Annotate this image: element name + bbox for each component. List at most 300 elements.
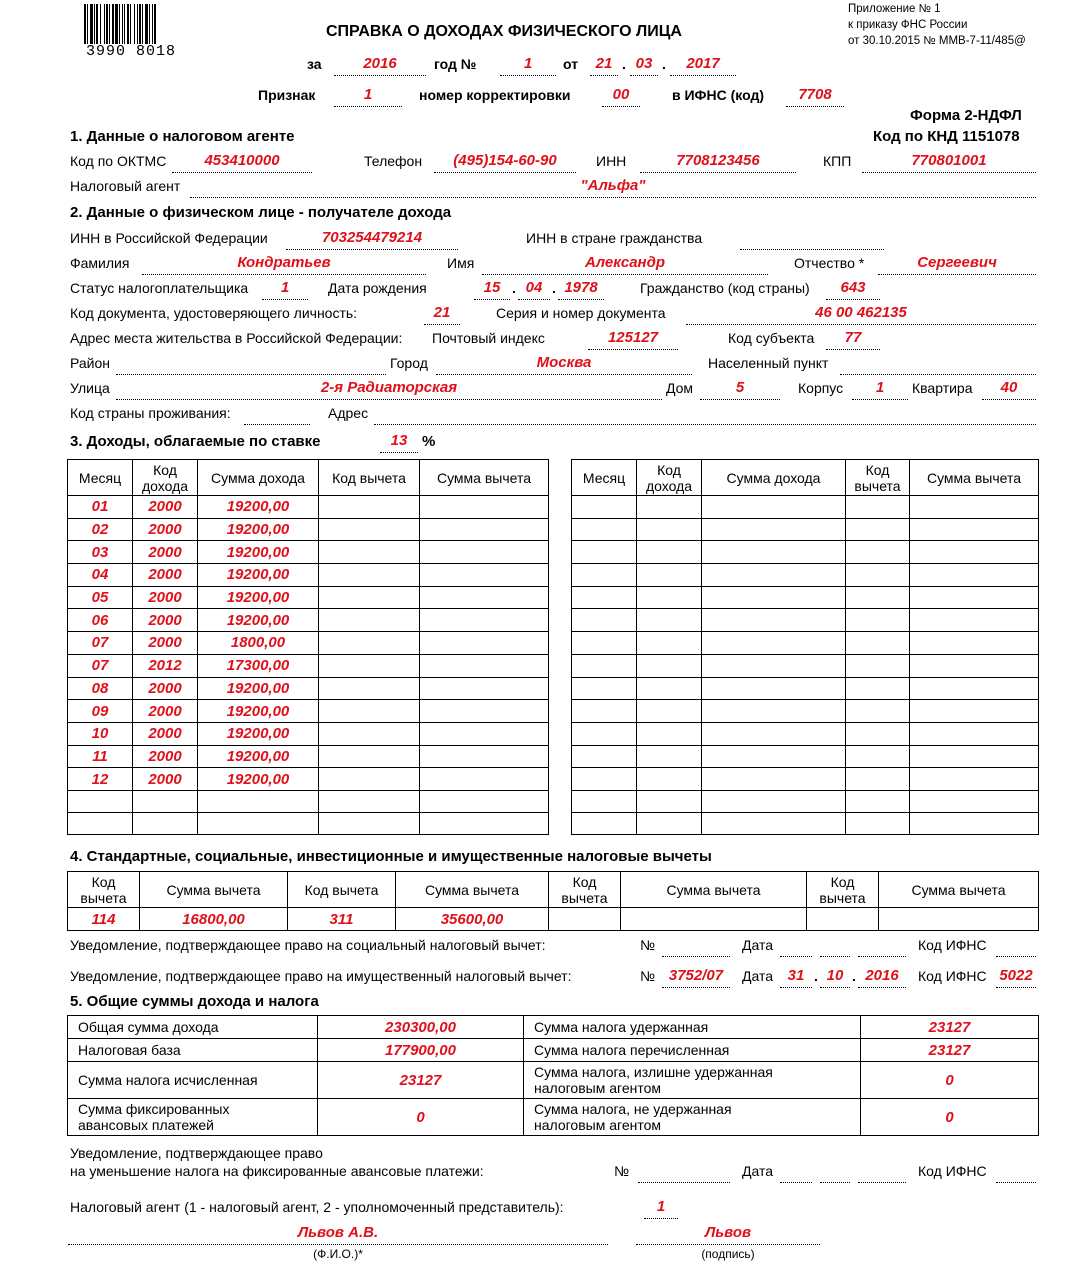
totals-table <box>67 1015 1039 1136</box>
notice-property-ifns[interactable]: 5022 <box>999 967 1033 984</box>
month-cell[interactable] <box>572 541 637 564</box>
deduction-code-cell[interactable] <box>319 632 420 655</box>
month-cell[interactable] <box>68 790 133 812</box>
fixed-payments-label <box>68 1099 318 1136</box>
income-sum-cell[interactable]: 17300,00 <box>198 654 319 677</box>
deduction-code-cell[interactable] <box>549 908 621 931</box>
table-row <box>68 632 549 655</box>
notice-property-no[interactable]: 3752/07 <box>668 967 724 984</box>
name-label: Имя <box>447 255 475 271</box>
deduction-sum-cell[interactable] <box>910 677 1039 700</box>
month-cell[interactable]: 07 <box>68 654 133 677</box>
barcode-number: 3990 8018 <box>86 43 177 60</box>
income-code-cell[interactable]: 2000 <box>133 745 198 768</box>
income-sum-cell[interactable]: 19200,00 <box>198 677 319 700</box>
income-code-cell[interactable] <box>637 632 702 655</box>
month-cell[interactable]: 07 <box>68 632 133 655</box>
table-row <box>68 812 549 834</box>
table-row <box>68 496 549 519</box>
col-deduction-code: Код вычета <box>68 872 140 908</box>
income-sum-cell[interactable] <box>702 812 846 834</box>
date-month[interactable]: 03 <box>635 55 653 72</box>
doc-code-label: Код документа, удостоверяющего личность: <box>70 305 358 321</box>
notice-social-ifns-label: Код ИФНС <box>918 937 987 953</box>
deduction-sum-cell[interactable] <box>910 654 1039 677</box>
notice-property-date-label: Дата <box>742 968 774 984</box>
income-sum-cell[interactable] <box>702 700 846 723</box>
deduction-code-cell[interactable] <box>846 609 910 632</box>
deduction-sum-cell[interactable] <box>910 768 1039 791</box>
deduction-sum-cell[interactable] <box>910 812 1039 834</box>
god-label: год № <box>434 56 477 72</box>
tax-base-value[interactable]: 177900,00 <box>318 1039 524 1062</box>
table-row <box>572 677 1039 700</box>
name-field[interactable]: Александр <box>584 254 666 271</box>
month-cell[interactable] <box>572 722 637 745</box>
table-row <box>572 700 1039 723</box>
table-row <box>572 812 1039 834</box>
col-deduction-sum: Сумма вычета <box>420 460 549 496</box>
deduction-sum-cell[interactable] <box>910 541 1039 564</box>
col-month: Месяц <box>68 460 133 496</box>
deduction-code-cell[interactable] <box>846 700 910 723</box>
month-cell[interactable] <box>572 632 637 655</box>
income-code-cell[interactable]: 2000 <box>133 564 198 587</box>
table-row <box>572 518 1039 541</box>
income-code-cell[interactable]: 2000 <box>133 722 198 745</box>
appendix-line2: к приказу ФНС России <box>848 19 968 31</box>
deduction-sum-cell[interactable]: 16800,00 <box>140 908 288 931</box>
notice-social-label: Уведомление, подтверждающее право на социальный налоговый вычет: <box>70 937 546 953</box>
table-row <box>68 654 549 677</box>
notice-property-year[interactable]: 2016 <box>865 967 899 984</box>
month-cell[interactable] <box>572 564 637 587</box>
deduction-sum-cell[interactable] <box>420 541 549 564</box>
phone-label: Телефон <box>364 153 423 169</box>
patronymic-label: Отчество * <box>794 255 865 271</box>
postcode-label: Почтовый индекс <box>432 330 545 346</box>
income-code-cell[interactable]: 2000 <box>133 541 198 564</box>
month-cell[interactable]: 02 <box>68 518 133 541</box>
notice-fixed-line1: Уведомление, подтверждающее право <box>70 1145 323 1161</box>
table-row <box>572 790 1039 812</box>
over-label-line1: Сумма налога, излишне удержанная <box>534 1064 773 1080</box>
tax-base-label: Налоговая база <box>68 1039 318 1062</box>
house-field[interactable]: 5 <box>735 379 745 396</box>
deduction-code-cell[interactable] <box>846 654 910 677</box>
income-sum-cell[interactable]: 19200,00 <box>198 541 319 564</box>
fixed-label-line2: авансовых платежей <box>78 1117 215 1133</box>
income-code-cell[interactable] <box>637 541 702 564</box>
month-cell[interactable]: 12 <box>68 768 133 791</box>
deduction-code-cell[interactable]: 311 <box>288 908 396 931</box>
deduction-sum-cell[interactable] <box>420 654 549 677</box>
deduction-code-cell[interactable] <box>846 812 910 834</box>
over-withheld-value[interactable]: 0 <box>861 1062 1039 1099</box>
month-cell[interactable] <box>572 609 637 632</box>
table-row <box>68 609 549 632</box>
deduction-sum-cell[interactable] <box>420 677 549 700</box>
inn-field[interactable]: 7708123456 <box>676 152 760 169</box>
income-code-cell[interactable]: 2012 <box>133 654 198 677</box>
income-sum-cell[interactable] <box>702 768 846 791</box>
col-deduction-code: Код вычета <box>319 460 420 496</box>
deduction-code-cell[interactable] <box>846 745 910 768</box>
deduction-sum-cell[interactable] <box>420 564 549 587</box>
notice-social-no-label: № <box>640 937 656 953</box>
notice-property-month[interactable]: 10 <box>826 967 844 984</box>
table-row <box>68 722 549 745</box>
signature-caption: (подпись) <box>701 1247 755 1261</box>
deduction-code-cell[interactable] <box>846 632 910 655</box>
month-cell[interactable] <box>572 790 637 812</box>
income-code-cell[interactable] <box>637 677 702 700</box>
deduction-sum-cell[interactable] <box>420 768 549 791</box>
deduction-code-cell[interactable] <box>319 586 420 609</box>
table-row <box>68 768 549 791</box>
phone-field[interactable]: (495)154-60-90 <box>453 152 557 169</box>
income-table-right <box>571 459 1039 835</box>
notice-property-day[interactable]: 31 <box>787 967 805 984</box>
deduction-code-cell[interactable]: 114 <box>68 908 140 931</box>
month-cell[interactable]: 05 <box>68 586 133 609</box>
income-sum-cell[interactable]: 19200,00 <box>198 496 319 519</box>
income-code-cell[interactable] <box>637 812 702 834</box>
deduction-code-cell[interactable] <box>319 518 420 541</box>
deduction-code-cell[interactable] <box>319 496 420 519</box>
income-sum-cell[interactable] <box>702 518 846 541</box>
notice-property-no-label: № <box>640 968 656 984</box>
deduction-sum-cell[interactable] <box>420 496 549 519</box>
not-withheld-label <box>524 1099 861 1136</box>
col-deduction-code: Код вычета <box>846 460 910 496</box>
income-sum-cell[interactable] <box>702 609 846 632</box>
surname-field[interactable]: Кондратьев <box>237 254 331 271</box>
table-row <box>68 541 549 564</box>
deduction-sum-cell[interactable] <box>420 609 549 632</box>
month-cell[interactable]: 01 <box>68 496 133 519</box>
table-row <box>68 518 549 541</box>
col-deduction-code: Код вычета <box>807 872 879 908</box>
deduction-sum-cell[interactable] <box>910 496 1039 519</box>
deduction-sum-cell[interactable] <box>420 700 549 723</box>
city-label: Город <box>390 355 428 371</box>
deduction-code-cell[interactable] <box>846 564 910 587</box>
total-income-label: Общая сумма дохода <box>68 1016 318 1039</box>
month-cell[interactable] <box>572 586 637 609</box>
deduction-sum-cell[interactable] <box>910 790 1039 812</box>
income-code-cell[interactable]: 2000 <box>133 609 198 632</box>
deduction-sum-cell[interactable] <box>420 812 549 834</box>
withheld-label: Сумма налога удержанная <box>524 1016 861 1039</box>
flat-field[interactable]: 40 <box>1000 379 1018 396</box>
income-code-cell[interactable]: 2000 <box>133 768 198 791</box>
inn-rf-field[interactable]: 703254479214 <box>321 229 423 246</box>
deduction-code-cell[interactable] <box>319 654 420 677</box>
not-withheld-value[interactable]: 0 <box>861 1099 1039 1136</box>
month-cell[interactable] <box>572 768 637 791</box>
income-code-cell[interactable] <box>637 609 702 632</box>
income-sum-cell[interactable]: 19200,00 <box>198 745 319 768</box>
income-code-cell[interactable] <box>133 812 198 834</box>
section5-title: 5. Общие суммы дохода и налога <box>70 993 319 1010</box>
income-sum-cell[interactable] <box>198 790 319 812</box>
date-year[interactable]: 2017 <box>686 55 720 72</box>
doc-series-label: Серия и номер документа <box>496 305 666 321</box>
deduction-code-cell[interactable] <box>846 677 910 700</box>
table-row <box>572 609 1039 632</box>
income-code-cell[interactable] <box>637 722 702 745</box>
deduction-code-cell[interactable] <box>319 768 420 791</box>
kpp-field[interactable]: 770801001 <box>911 152 987 169</box>
table-row <box>68 677 549 700</box>
signature-field[interactable]: Львов <box>704 1224 752 1241</box>
oktmo-label: Код по ОКТМС <box>70 153 167 169</box>
income-code-cell[interactable]: 2000 <box>133 700 198 723</box>
deduction-sum-cell[interactable] <box>910 722 1039 745</box>
deduction-code-cell[interactable] <box>319 722 420 745</box>
deduction-code-cell[interactable] <box>319 790 420 812</box>
income-sum-cell[interactable] <box>702 745 846 768</box>
deduction-sum-cell[interactable] <box>910 700 1039 723</box>
oktmo-field[interactable]: 453410000 <box>204 152 280 169</box>
income-sum-cell[interactable]: 19200,00 <box>198 722 319 745</box>
month-cell[interactable]: 08 <box>68 677 133 700</box>
income-code-cell[interactable] <box>133 790 198 812</box>
deduction-sum-cell[interactable] <box>420 745 549 768</box>
deduction-code-cell[interactable] <box>846 790 910 812</box>
income-sum-cell[interactable] <box>702 564 846 587</box>
city-field[interactable]: Москва <box>536 354 592 371</box>
doc-code-field[interactable]: 21 <box>433 304 451 321</box>
deduction-sum-cell[interactable] <box>910 564 1039 587</box>
income-sum-cell[interactable]: 19200,00 <box>198 768 319 791</box>
table-row <box>572 586 1039 609</box>
fixed-label-line1: Сумма фиксированных <box>78 1101 230 1117</box>
income-code-cell[interactable]: 2000 <box>133 518 198 541</box>
income-sum-cell[interactable]: 19200,00 <box>198 586 319 609</box>
income-sum-cell[interactable] <box>702 790 846 812</box>
table-row <box>572 768 1039 791</box>
birth-label: Дата рождения <box>328 280 427 296</box>
deduction-code-cell[interactable] <box>319 745 420 768</box>
deduction-sum-cell[interactable] <box>910 518 1039 541</box>
deduction-sum-cell[interactable] <box>879 908 1039 931</box>
deduction-sum-cell[interactable] <box>420 790 549 812</box>
income-sum-cell[interactable] <box>198 812 319 834</box>
deduction-code-cell[interactable] <box>846 518 910 541</box>
income-sum-cell[interactable] <box>702 586 846 609</box>
deduction-code-cell[interactable] <box>846 541 910 564</box>
income-code-cell[interactable]: 2000 <box>133 496 198 519</box>
income-code-cell[interactable] <box>637 745 702 768</box>
notice-fixed-date-label: Дата <box>742 1163 774 1179</box>
deductions-table <box>67 871 1039 931</box>
birth-year[interactable]: 1978 <box>564 279 598 296</box>
table-row <box>572 745 1039 768</box>
month-cell[interactable] <box>572 518 637 541</box>
date-day[interactable]: 21 <box>595 55 613 72</box>
deduction-sum-cell[interactable] <box>420 518 549 541</box>
total-income-value[interactable]: 230300,00 <box>318 1016 524 1039</box>
income-code-cell[interactable] <box>637 518 702 541</box>
table-row <box>68 745 549 768</box>
col-deduction-sum: Сумма вычета <box>879 872 1039 908</box>
status-field[interactable]: 1 <box>280 279 290 296</box>
income-table-left <box>67 459 549 835</box>
deduction-code-cell[interactable] <box>319 700 420 723</box>
address-label: Адрес места жительства в Российской Федерации: <box>70 330 403 346</box>
deduction-sum-cell[interactable] <box>420 586 549 609</box>
doc-series-field[interactable]: 46 00 462135 <box>815 304 907 321</box>
section2-title: 2. Данные о физическом лице - получателе дохода <box>70 204 452 221</box>
year-field[interactable]: 2016 <box>363 55 397 72</box>
month-cell[interactable] <box>68 812 133 834</box>
income-sum-cell[interactable]: 19200,00 <box>198 609 319 632</box>
income-sum-cell[interactable]: 19200,00 <box>198 518 319 541</box>
income-code-cell[interactable] <box>637 586 702 609</box>
transferred-value[interactable]: 23127 <box>861 1039 1039 1062</box>
korpus-field[interactable]: 1 <box>875 379 885 396</box>
transferred-label: Сумма налога перечисленная <box>524 1039 861 1062</box>
agent-type-field[interactable]: 1 <box>656 1198 666 1215</box>
birth-month[interactable]: 04 <box>525 279 543 296</box>
table-row <box>572 654 1039 677</box>
month-cell[interactable] <box>572 745 637 768</box>
region-field[interactable]: 77 <box>844 329 862 346</box>
income-code-cell[interactable]: 2000 <box>133 586 198 609</box>
income-code-cell[interactable] <box>637 768 702 791</box>
citizenship-field[interactable]: 643 <box>840 279 866 296</box>
month-cell[interactable] <box>572 677 637 700</box>
income-code-cell[interactable] <box>637 496 702 519</box>
month-cell[interactable]: 06 <box>68 609 133 632</box>
income-code-cell[interactable] <box>637 790 702 812</box>
withheld-value[interactable]: 23127 <box>861 1016 1039 1039</box>
district-label: Район <box>70 355 110 371</box>
ot-label: от <box>563 56 579 72</box>
korr-label: номер корректировки <box>419 87 571 103</box>
deduction-sum-cell[interactable] <box>910 745 1039 768</box>
postcode-field[interactable]: 125127 <box>607 329 659 346</box>
month-cell[interactable]: 10 <box>68 722 133 745</box>
col-income-code: Код дохода <box>637 460 702 496</box>
notice-fixed-no-label: № <box>614 1163 630 1179</box>
deduction-code-cell[interactable] <box>319 812 420 834</box>
rate-field[interactable]: 13 <box>390 432 408 449</box>
income-code-cell[interactable]: 2000 <box>133 632 198 655</box>
deduction-code-cell[interactable] <box>846 722 910 745</box>
month-cell[interactable] <box>572 700 637 723</box>
ifns-field[interactable]: 7708 <box>798 86 832 103</box>
income-code-cell[interactable] <box>637 564 702 587</box>
income-sum-cell[interactable]: 19200,00 <box>198 564 319 587</box>
citizenship-label: Гражданство (код страны) <box>640 280 810 296</box>
deduction-code-cell[interactable] <box>319 564 420 587</box>
fio-field[interactable]: Львов А.В. <box>297 1224 379 1241</box>
income-sum-cell[interactable] <box>702 541 846 564</box>
status-label: Статус налогоплательщика <box>70 280 249 296</box>
patronymic-field[interactable]: Сергеевич <box>917 254 997 271</box>
deduction-code-cell[interactable] <box>319 541 420 564</box>
income-sum-cell[interactable] <box>702 677 846 700</box>
form-name: Форма 2-НДФЛ <box>910 107 1022 124</box>
income-sum-cell[interactable]: 19200,00 <box>198 700 319 723</box>
deduction-sum-cell[interactable] <box>420 632 549 655</box>
street-field[interactable]: 2-я Радиаторская <box>320 379 458 396</box>
fixed-payments-value[interactable]: 0 <box>318 1099 524 1136</box>
deduction-code-cell[interactable] <box>846 496 910 519</box>
flat-label: Квартира <box>912 380 973 396</box>
section3-title: 3. Доходы, облагаемые по ставке <box>70 433 321 450</box>
over-label-line2: налоговым агентом <box>534 1080 661 1096</box>
deduction-sum-cell[interactable]: 35600,00 <box>396 908 549 931</box>
page-title: СПРАВКА О ДОХОДАХ ФИЗИЧЕСКОГО ЛИЦА <box>326 23 682 40</box>
deduction-sum-cell[interactable] <box>621 908 807 931</box>
deduction-sum-cell[interactable] <box>420 722 549 745</box>
agent-field[interactable]: "Альфа" <box>580 177 646 194</box>
deduction-code-cell[interactable] <box>807 908 879 931</box>
income-sum-cell[interactable] <box>702 632 846 655</box>
income-code-cell[interactable] <box>637 654 702 677</box>
deduction-code-cell[interactable] <box>846 768 910 791</box>
deduction-sum-cell[interactable] <box>910 586 1039 609</box>
deduction-code-cell[interactable] <box>846 586 910 609</box>
income-sum-cell[interactable]: 1800,00 <box>198 632 319 655</box>
deduction-sum-cell[interactable] <box>910 609 1039 632</box>
not-label-line2: налоговым агентом <box>534 1117 661 1133</box>
over-withheld-label <box>524 1062 861 1099</box>
deduction-code-cell[interactable] <box>319 677 420 700</box>
month-cell[interactable] <box>572 496 637 519</box>
agent-label: Налоговый агент <box>70 178 181 194</box>
month-cell[interactable]: 04 <box>68 564 133 587</box>
deduction-code-cell[interactable] <box>319 609 420 632</box>
inn-rf-label: ИНН в Российской Федерации <box>70 230 268 246</box>
table-row <box>68 586 549 609</box>
income-code-cell[interactable] <box>637 700 702 723</box>
locality-label: Населенный пункт <box>708 355 829 371</box>
address2-label: Адрес <box>328 405 369 421</box>
tax-calc-label: Сумма налога исчисленная <box>68 1062 318 1099</box>
kpp-label: КПП <box>823 153 852 169</box>
knd-code: Код по КНД 1151078 <box>873 128 1020 145</box>
table-row <box>68 700 549 723</box>
income-sum-cell[interactable] <box>702 722 846 745</box>
section1-title: 1. Данные о налоговом агенте <box>70 128 295 145</box>
tax-calc-value[interactable]: 23127 <box>318 1062 524 1099</box>
za-label: за <box>307 56 322 72</box>
income-sum-cell[interactable] <box>702 654 846 677</box>
number-field[interactable]: 1 <box>523 55 533 72</box>
income-code-cell[interactable]: 2000 <box>133 677 198 700</box>
income-sum-cell[interactable] <box>702 496 846 519</box>
notice-property-label: Уведомление, подтверждающее право на имущественный налоговый вычет: <box>70 968 572 984</box>
col-income-code: Код дохода <box>133 460 198 496</box>
month-cell[interactable]: 09 <box>68 700 133 723</box>
birth-day[interactable]: 15 <box>483 279 501 296</box>
month-cell[interactable] <box>572 654 637 677</box>
table-row <box>572 541 1039 564</box>
korr-field[interactable]: 00 <box>612 86 630 103</box>
deduction-sum-cell[interactable] <box>910 632 1039 655</box>
col-deduction-code: Код вычета <box>288 872 396 908</box>
col-income-sum: Сумма дохода <box>702 460 846 496</box>
priznak-field[interactable]: 1 <box>363 86 373 103</box>
month-cell[interactable] <box>572 812 637 834</box>
month-cell[interactable]: 11 <box>68 745 133 768</box>
month-cell[interactable]: 03 <box>68 541 133 564</box>
